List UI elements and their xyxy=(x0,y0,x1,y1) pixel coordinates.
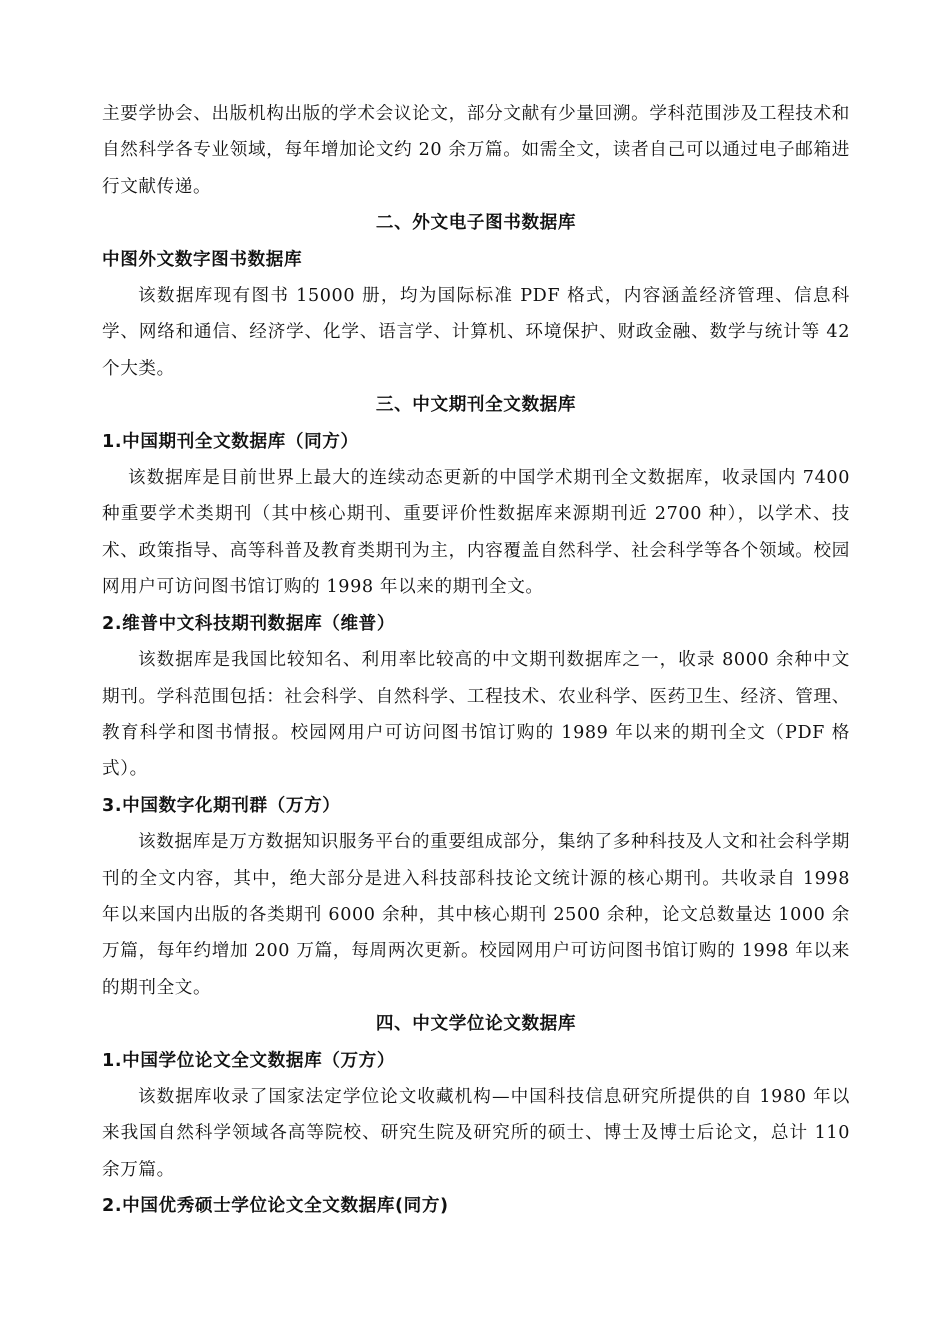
database-title-wanfang-journals: 3.中国数字化期刊群（万方） xyxy=(102,795,341,816)
document-page xyxy=(102,96,850,1225)
database-description-cnki-journals: 该数据库是目前世界上最大的连续动态更新的中国学术期刊全文数据库，收录国内 7400 种重要学术类期刊（其中核心期刊、重要评价性数据库来源期刊近 2700 种），以学术、技术、政策指导、高等科普及教育类期刊为主，内容覆盖自然科学、社会科学等各个领域。校园网用户可访问图书馆订购的 1998 年以来的期刊全文。 xyxy=(102,468,850,598)
database-title-wanfang-dissertations: 1.中国学位论文全文数据库（万方） xyxy=(102,1050,396,1071)
section-heading-chinese-journals: 三、中文期刊全文数据库 xyxy=(375,395,577,416)
database-title-foreign-ebooks: 中图外文数字图书数据库 xyxy=(102,249,303,270)
database-description-foreign-ebooks: 该数据库现有图书 15000 册，均为国际标准 PDF 格式，内容涵盖经济管理、信息科学、网络和通信、经济学、化学、语言学、计算机、环境保护、财政金融、数学与统计等 42 个大类。 xyxy=(102,286,850,379)
database-description-wanfang-journals: 该数据库是万方数据知识服务平台的重要组成部分，集纳了多种科技及人文和社会科学期刊的全文内容，其中，绝大部分是进入科技部科技论文统计源的核心期刊。共收录自 1998 年以来国内出版的各类期刊 6000 余种，其中核心期刊 2500 余种，论文总数量达 1000 余万篇，每年约增加 200 万篇，每周两次更新。校园网用户可访问图书馆订购的 1998 年以来的期刊全文。 xyxy=(102,832,850,998)
section-heading-dissertations: 四、中文学位论文数据库 xyxy=(375,1014,577,1035)
database-description-vip-journals: 该数据库是我国比较知名、利用率比较高的中文期刊数据库之一，收录 8000 余种中文期刊。学科范围包括：社会科学、自然科学、工程技术、农业科学、医药卫生、经济、管理、教育科学和图书情报。校园网用户可访问图书馆订购的 1989 年以来的期刊全文（PDF 格式）。 xyxy=(102,650,850,780)
database-title-vip-journals: 2.维普中文科技期刊数据库（维普） xyxy=(102,613,396,634)
intro-paragraph: 主要学协会、出版机构出版的学术会议论文，部分文献有少量回溯。学科范围涉及工程技术和自然科学各专业领域，每年增加论文约 20 余万篇。如需全文，读者自己可以通过电子邮箱进行文献传递。 xyxy=(102,104,850,197)
database-description-wanfang-dissertations: 该数据库收录了国家法定学位论文收藏机构—中国科技信息研究所提供的自 1980 年以来我国自然科学领域各高等院校、研究生院及研究所的硕士、博士及博士后论文，总计 110 余万篇。 xyxy=(102,1086,850,1180)
database-title-cnki-journals: 1.中国期刊全文数据库（同方） xyxy=(102,431,359,452)
database-title-cnki-masters: 2.中国优秀硕士学位论文全文数据库(同方) xyxy=(102,1196,449,1217)
section-heading-foreign-ebooks: 二、外文电子图书数据库 xyxy=(375,213,577,234)
